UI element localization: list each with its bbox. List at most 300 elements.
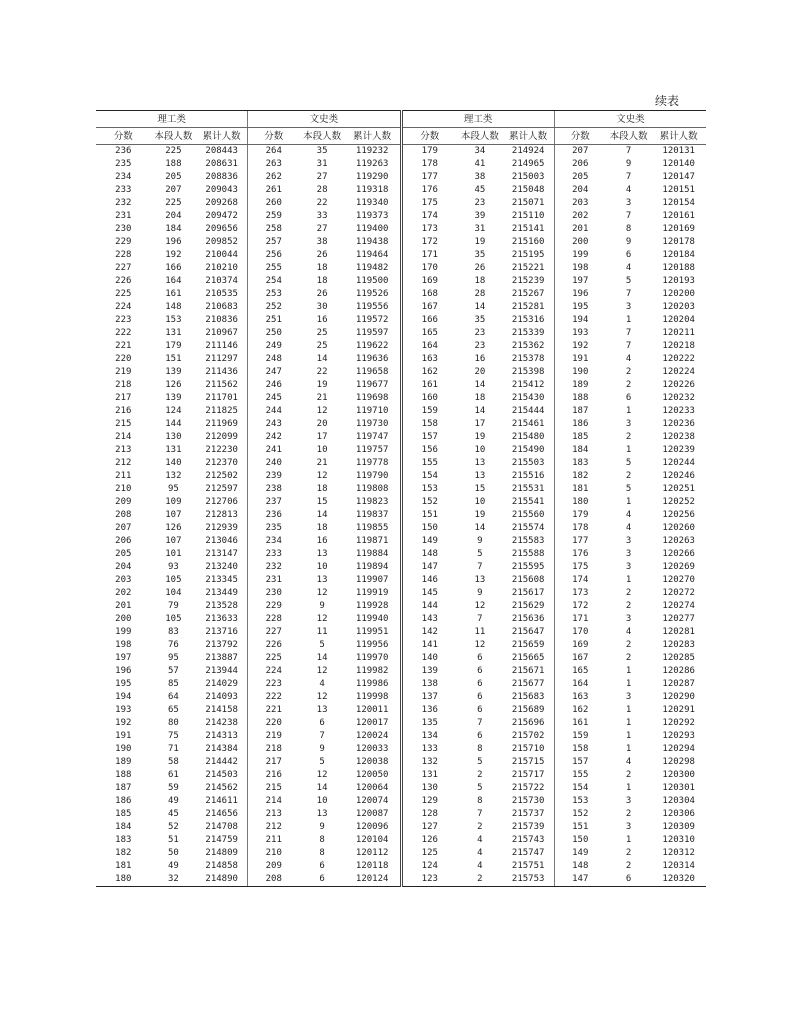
cumulative-cell: 120256 <box>662 510 695 520</box>
score-cell: 191 <box>554 353 606 366</box>
cumulative-cell: 213716 <box>205 627 238 637</box>
cumulative-cell: 215110 <box>511 211 545 221</box>
score-cell: 175 <box>554 561 606 574</box>
count-cell: 6 <box>606 873 652 887</box>
score-cell: 214 <box>115 432 132 442</box>
count-cell: 130 <box>165 432 182 442</box>
score-cell: 132 <box>421 757 438 767</box>
table-row <box>403 197 707 210</box>
table-row <box>96 795 400 808</box>
score-cell: 161 <box>421 380 438 390</box>
count-cell: 45 <box>474 185 486 195</box>
cumulative-cell: 210967 <box>205 328 238 338</box>
cumulative-cell: 214611 <box>205 796 238 806</box>
score-cell: 200 <box>115 614 132 624</box>
count-cell: 79 <box>167 601 179 611</box>
cumulative-cell: 215412 <box>511 380 545 390</box>
table-row <box>96 327 400 340</box>
cumulative-cell: 210210 <box>205 263 238 273</box>
count-cell: 2 <box>477 770 483 780</box>
table-row <box>96 418 400 431</box>
score-cell: 232 <box>115 198 132 208</box>
cumulative-cell: 213887 <box>205 653 238 663</box>
cumulative-cell: 120283 <box>662 640 695 650</box>
count-cell: 207 <box>165 185 182 195</box>
table-row <box>403 704 707 717</box>
count-cell: 7 <box>625 289 632 299</box>
cumulative-cell: 120238 <box>662 432 695 442</box>
score-cell: 232 <box>248 561 300 574</box>
table-row <box>96 340 400 353</box>
table-row <box>96 730 400 743</box>
count-cell: 126 <box>165 380 182 390</box>
table-row <box>96 470 400 483</box>
table-row <box>403 301 707 314</box>
cumulative-cell: 211146 <box>205 341 238 351</box>
cumulative-cell: 119757 <box>355 445 389 455</box>
score-cell: 154 <box>554 782 606 795</box>
table-row <box>403 522 707 535</box>
cumulative-cell: 120140 <box>662 159 695 169</box>
table-body-right <box>403 145 707 887</box>
table-row <box>96 652 400 665</box>
table-row <box>403 236 707 249</box>
table-row <box>403 782 707 795</box>
count-cell: 64 <box>167 692 179 702</box>
table-row <box>96 574 400 587</box>
cumulative-cell: 120244 <box>662 458 695 468</box>
cumulative-cell: 214029 <box>205 679 238 689</box>
score-cell: 149 <box>554 847 606 860</box>
cumulative-cell: 215617 <box>511 588 545 598</box>
count-cell: 196 <box>165 237 182 247</box>
score-cell: 207 <box>115 523 132 533</box>
score-cell: 258 <box>248 223 300 236</box>
score-cell: 230 <box>248 587 300 600</box>
cumulative-cell: 119482 <box>355 263 389 273</box>
table-row <box>96 639 400 652</box>
score-cell: 148 <box>554 860 606 873</box>
score-cell: 226 <box>115 276 132 286</box>
score-cell: 219 <box>248 730 300 743</box>
cumulative-cell: 215316 <box>511 315 545 325</box>
score-cell: 197 <box>554 275 606 288</box>
score-cell: 211 <box>248 834 300 847</box>
cumulative-cell: 119998 <box>355 692 389 702</box>
score-cell: 260 <box>248 197 300 210</box>
cumulative-cell: 213633 <box>205 614 238 624</box>
count-cell: 151 <box>165 354 182 364</box>
cumulative-cell: 213449 <box>205 588 238 598</box>
count-cell: 126 <box>165 523 182 533</box>
count-cell: 1 <box>625 497 632 507</box>
score-cell: 192 <box>115 718 132 728</box>
score-cell: 211 <box>115 471 132 481</box>
count-cell: 59 <box>167 783 179 793</box>
count-cell: 1 <box>625 731 632 741</box>
count-cell: 204 <box>165 211 182 221</box>
cumulative-cell: 120281 <box>662 627 695 637</box>
cumulative-cell: 215541 <box>511 497 545 507</box>
score-cell: 220 <box>115 354 132 364</box>
count-cell: 41 <box>474 159 486 169</box>
count-cell: 1 <box>625 705 632 715</box>
cumulative-cell: 213944 <box>205 666 238 676</box>
count-cell: 11 <box>316 627 328 637</box>
score-cell: 169 <box>554 639 606 652</box>
column-header-cumulative: 累计人数 <box>196 128 248 145</box>
count-cell: 4 <box>625 523 632 533</box>
score-cell: 175 <box>421 198 438 208</box>
score-cell: 205 <box>115 549 132 559</box>
cumulative-cell: 120096 <box>355 822 389 832</box>
score-cell: 163 <box>421 354 438 364</box>
score-cell: 256 <box>248 249 300 262</box>
score-cell: 162 <box>421 367 438 377</box>
count-cell: 4 <box>625 354 632 364</box>
score-cell: 182 <box>554 470 606 483</box>
cumulative-cell: 215696 <box>511 718 545 728</box>
cumulative-cell: 120161 <box>662 211 695 221</box>
table-row <box>96 353 400 366</box>
cumulative-cell: 215583 <box>511 536 545 546</box>
count-cell: 164 <box>165 276 182 286</box>
count-cell: 18 <box>474 276 486 286</box>
table-row <box>403 483 707 496</box>
score-cell: 166 <box>421 315 438 325</box>
table-row <box>96 392 400 405</box>
count-cell: 12 <box>316 406 328 416</box>
count-cell: 65 <box>167 705 179 715</box>
table-row <box>96 847 400 860</box>
score-cell: 202 <box>554 210 606 223</box>
score-cell: 173 <box>421 224 438 234</box>
score-cell: 188 <box>115 770 132 780</box>
column-header-score: 分数 <box>554 128 606 145</box>
cumulative-cell: 120266 <box>662 549 695 559</box>
count-cell: 58 <box>167 757 179 767</box>
count-cell: 32 <box>151 873 197 887</box>
count-cell: 2 <box>625 588 632 598</box>
count-cell: 26 <box>316 289 328 299</box>
score-cell: 165 <box>554 665 606 678</box>
score-cell: 194 <box>115 692 132 702</box>
table-row <box>403 821 707 834</box>
score-cell: 178 <box>421 159 438 169</box>
count-cell: 140 <box>165 458 182 468</box>
score-cell: 198 <box>115 640 132 650</box>
cumulative-cell: 119438 <box>355 237 389 247</box>
group-header-liberal-arts: 文史类 <box>554 111 706 128</box>
cumulative-cell: 215430 <box>511 393 545 403</box>
cumulative-cell: 215595 <box>511 562 545 572</box>
cumulative-cell: 215195 <box>511 250 545 260</box>
cumulative-cell: 214809 <box>205 848 238 858</box>
score-cell: 178 <box>554 522 606 535</box>
count-cell: 27 <box>316 172 328 182</box>
score-cell: 183 <box>554 457 606 470</box>
cumulative-cell: 215702 <box>511 731 545 741</box>
cumulative-cell: 120118 <box>355 861 389 871</box>
count-cell: 25 <box>316 341 328 351</box>
cumulative-cell: 119956 <box>355 640 389 650</box>
score-cell: 144 <box>421 601 438 611</box>
score-distribution-tables <box>96 110 706 887</box>
count-cell: 22 <box>316 367 328 377</box>
score-cell: 213 <box>248 808 300 821</box>
cumulative-cell: 215715 <box>511 757 545 767</box>
count-cell: 35 <box>316 146 328 156</box>
score-cell: 233 <box>248 548 300 561</box>
table-row <box>403 470 707 483</box>
count-cell: 16 <box>316 536 328 546</box>
cumulative-cell: 210374 <box>205 276 238 286</box>
score-cell: 161 <box>554 717 606 730</box>
cumulative-cell: 215647 <box>511 627 545 637</box>
count-cell: 2 <box>625 380 632 390</box>
table-row <box>403 288 707 301</box>
table-row <box>96 548 400 561</box>
column-header-count: 本段人数 <box>151 128 197 145</box>
cumulative-cell: 120304 <box>662 796 695 806</box>
count-cell: 7 <box>625 211 632 221</box>
score-cell: 153 <box>421 484 438 494</box>
cumulative-cell: 214503 <box>205 770 238 780</box>
score-cell: 173 <box>554 587 606 600</box>
count-cell: 76 <box>167 640 179 650</box>
cumulative-cell: 120087 <box>355 809 389 819</box>
count-cell: 3 <box>625 302 632 312</box>
count-cell: 4 <box>625 263 632 273</box>
cumulative-cell: 119232 <box>355 146 389 156</box>
cumulative-cell: 212597 <box>205 484 238 494</box>
count-cell: 3 <box>625 614 632 624</box>
score-cell: 223 <box>248 678 300 691</box>
count-cell: 20 <box>316 419 328 429</box>
count-cell: 80 <box>167 718 179 728</box>
count-cell: 4 <box>625 185 632 195</box>
score-cell: 131 <box>421 770 438 780</box>
count-cell: 14 <box>316 510 328 520</box>
score-cell: 147 <box>421 562 438 572</box>
count-cell: 225 <box>165 198 182 208</box>
count-cell: 49 <box>167 861 179 871</box>
cumulative-cell: 215378 <box>511 354 545 364</box>
table-row <box>96 288 400 301</box>
count-cell: 6 <box>625 393 632 403</box>
score-cell: 148 <box>421 549 438 559</box>
count-cell: 107 <box>165 536 182 546</box>
score-cell: 150 <box>554 834 606 847</box>
score-cell: 174 <box>554 574 606 587</box>
count-cell: 7 <box>477 718 483 728</box>
count-cell: 5 <box>319 640 325 650</box>
score-cell: 158 <box>421 419 438 429</box>
count-cell: 5 <box>477 757 483 767</box>
score-cell: 245 <box>248 392 300 405</box>
count-cell: 8 <box>319 835 325 845</box>
count-cell: 17 <box>474 419 486 429</box>
right-table-panel <box>403 110 707 887</box>
cumulative-cell: 215743 <box>511 835 545 845</box>
cumulative-cell: 119290 <box>355 172 389 182</box>
table-row <box>403 574 707 587</box>
score-cell: 219 <box>115 367 132 377</box>
table-row <box>96 223 400 236</box>
cumulative-cell: 215710 <box>511 744 545 754</box>
table-row <box>96 704 400 717</box>
table-row <box>96 314 400 327</box>
score-cell: 190 <box>554 366 606 379</box>
score-cell: 228 <box>115 250 132 260</box>
count-cell: 6 <box>625 250 632 260</box>
cumulative-cell: 210044 <box>205 250 238 260</box>
score-cell: 264 <box>248 145 300 159</box>
score-cell: 169 <box>421 276 438 286</box>
score-cell: 155 <box>421 458 438 468</box>
table-row <box>403 379 707 392</box>
score-cell: 239 <box>248 470 300 483</box>
score-cell: 130 <box>421 783 438 793</box>
count-cell: 12 <box>316 692 328 702</box>
cumulative-cell: 120232 <box>662 393 695 403</box>
cumulative-cell: 210836 <box>205 315 238 325</box>
score-cell: 145 <box>421 588 438 598</box>
score-cell: 223 <box>115 315 132 325</box>
score-cell: 225 <box>248 652 300 665</box>
score-cell: 125 <box>421 848 438 858</box>
table-row <box>403 262 707 275</box>
count-cell: 5 <box>477 783 483 793</box>
score-cell: 234 <box>115 172 132 182</box>
count-cell: 18 <box>316 523 328 533</box>
cumulative-cell: 119928 <box>355 601 389 611</box>
score-cell: 150 <box>421 523 438 533</box>
count-cell: 1 <box>625 783 632 793</box>
cumulative-cell: 119698 <box>355 393 389 403</box>
count-cell: 11 <box>474 627 486 637</box>
cumulative-cell: 215444 <box>511 406 545 416</box>
count-cell: 153 <box>165 315 182 325</box>
cumulative-cell: 120309 <box>662 822 695 832</box>
column-header-count: 本段人数 <box>606 128 652 145</box>
count-cell: 2 <box>625 367 632 377</box>
cumulative-cell: 208443 <box>205 146 238 156</box>
score-cell: 206 <box>115 536 132 546</box>
count-cell: 9 <box>625 237 632 247</box>
count-cell: 10 <box>316 445 328 455</box>
count-cell: 7 <box>625 172 632 182</box>
cumulative-cell: 214384 <box>205 744 238 754</box>
table-row <box>403 249 707 262</box>
cumulative-cell: 120310 <box>662 835 695 845</box>
score-cell: 238 <box>248 483 300 496</box>
table-row <box>96 171 400 184</box>
count-cell: 26 <box>474 263 486 273</box>
count-cell: 71 <box>167 744 179 754</box>
cumulative-cell: 208836 <box>205 172 238 182</box>
cumulative-cell: 120286 <box>662 666 695 676</box>
score-cell: 159 <box>421 406 438 416</box>
score-cell: 170 <box>554 626 606 639</box>
column-header-score: 分数 <box>96 128 151 145</box>
score-cell: 153 <box>554 795 606 808</box>
column-header-cumulative: 累计人数 <box>503 128 555 145</box>
table-row <box>96 483 400 496</box>
cumulative-cell: 214656 <box>205 809 238 819</box>
score-cell: 172 <box>554 600 606 613</box>
cumulative-cell: 119658 <box>355 367 389 377</box>
cumulative-cell: 120224 <box>662 367 695 377</box>
cumulative-cell: 212230 <box>205 445 238 455</box>
cumulative-cell: 120291 <box>662 705 695 715</box>
cumulative-cell: 120252 <box>662 497 695 507</box>
score-cell: 235 <box>248 522 300 535</box>
count-cell: 4 <box>477 835 483 845</box>
count-cell: 2 <box>625 861 632 871</box>
score-cell: 210 <box>115 484 132 494</box>
column-header-count: 本段人数 <box>457 128 503 145</box>
score-cell: 189 <box>115 757 132 767</box>
score-cell: 224 <box>248 665 300 678</box>
count-cell: 139 <box>165 367 182 377</box>
count-cell: 4 <box>319 679 325 689</box>
table-row <box>96 145 400 159</box>
score-cell: 198 <box>554 262 606 275</box>
count-cell: 23 <box>474 328 486 338</box>
score-cell: 179 <box>421 146 438 156</box>
cumulative-cell: 119855 <box>355 523 389 533</box>
column-header-count: 本段人数 <box>299 128 345 145</box>
score-cell: 134 <box>421 731 438 741</box>
score-cell: 218 <box>248 743 300 756</box>
score-cell: 186 <box>554 418 606 431</box>
score-cell: 135 <box>421 718 438 728</box>
score-cell: 221 <box>248 704 300 717</box>
cumulative-cell: 215221 <box>511 263 545 273</box>
count-cell: 52 <box>167 822 179 832</box>
cumulative-cell: 120314 <box>662 861 695 871</box>
cumulative-cell: 120178 <box>662 237 695 247</box>
count-cell: 7 <box>625 146 632 156</box>
score-cell: 123 <box>403 873 458 887</box>
cumulative-cell: 211436 <box>205 367 238 377</box>
count-cell: 18 <box>316 263 328 273</box>
count-cell: 1 <box>625 744 632 754</box>
count-cell: 7 <box>625 328 632 338</box>
cumulative-cell: 212813 <box>205 510 238 520</box>
score-cell: 206 <box>554 158 606 171</box>
cumulative-cell: 120301 <box>662 783 695 793</box>
score-cell: 247 <box>248 366 300 379</box>
count-cell: 6 <box>477 731 483 741</box>
table-row <box>403 223 707 236</box>
cumulative-cell: 119597 <box>355 328 389 338</box>
score-cell: 165 <box>421 328 438 338</box>
score-cell: 158 <box>554 743 606 756</box>
count-cell: 6 <box>477 692 483 702</box>
cumulative-cell: 120269 <box>662 562 695 572</box>
score-cell: 199 <box>115 627 132 637</box>
count-cell: 1 <box>625 835 632 845</box>
cumulative-cell: 215717 <box>511 770 545 780</box>
cumulative-cell: 215683 <box>511 692 545 702</box>
cumulative-cell: 120200 <box>662 289 695 299</box>
cumulative-cell: 212502 <box>205 471 238 481</box>
score-cell: 221 <box>115 341 132 351</box>
cumulative-cell: 119837 <box>355 510 389 520</box>
score-cell: 208 <box>115 510 132 520</box>
